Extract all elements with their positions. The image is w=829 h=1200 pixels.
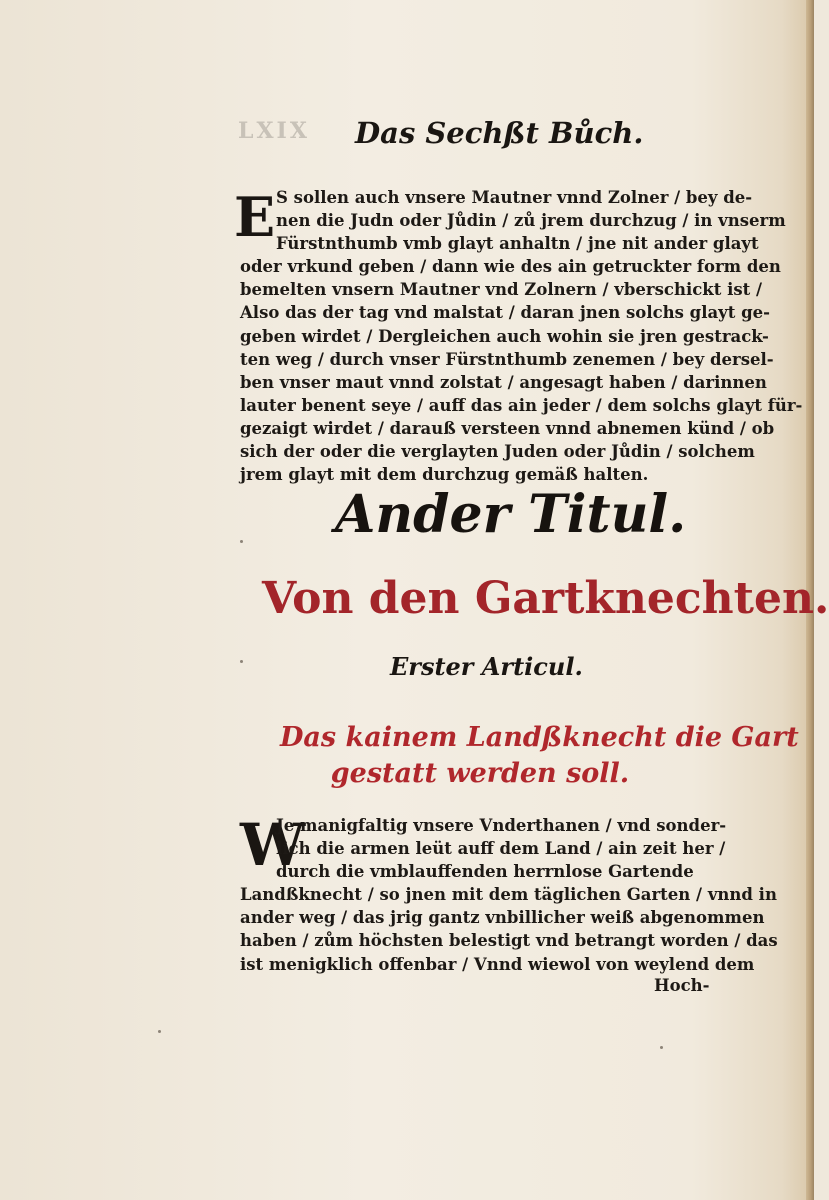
paper-speck [158, 1030, 161, 1033]
rubric-line: Das kainem Landßknecht die Gart [280, 722, 799, 753]
text-line: haben / zům höchsten belestigt vnd betrangt worden / das [240, 931, 778, 951]
running-head: Das Sechßt Bůch. [355, 116, 644, 150]
text-line: durch die vmblauffenden herrnlose Gartende [276, 862, 694, 882]
folio-number: LXIX [238, 118, 310, 144]
text-line: geben wirdet / Dergleichen auch wohin sie jren gestrack- [240, 326, 769, 346]
text-line: bemelten vnsern Mautner vnd Zolnern / vberschickt ist / [240, 280, 763, 300]
text-line: oder vrkund geben / dann wie des ain getruckter form den [240, 257, 781, 277]
paper-speck [660, 1046, 663, 1049]
text-line: lich die armen leüt auff dem Land / ain zeit her / [276, 839, 726, 859]
text-line: ist menigklich offenbar / Vnnd wiewol von weylend dem [240, 954, 755, 974]
paper-speck [240, 540, 243, 543]
paper-speck [240, 660, 243, 663]
text-line: Je manigfaltig vnsere Vnderthanen / vnd sonder- [276, 816, 727, 835]
section-title: Ander Titul. [335, 484, 687, 545]
text-line: gezaigt wirdet / darauß versteen vnnd abnemen künd / ob [240, 418, 775, 438]
decorated-initial-e: E [234, 185, 276, 249]
text-line: jrem glayt mit dem durchzug gemäß halten. [240, 465, 649, 485]
text-line: Also das der tag vnd malstat / daran jnen solchs glayt ge- [240, 303, 770, 323]
text-line: sich der oder die verglayten Juden oder Jůdin / solchem [240, 442, 755, 462]
rubric-line: gestatt werden soll. [330, 758, 630, 789]
text-line: Fürstnthumb vmb glayt anhaltn / jne nit ander glayt [276, 234, 759, 254]
text-line: ander weg / das jrig gantz vnbillicher weiß abgenommen [240, 908, 765, 928]
paragraph-glayt [240, 186, 803, 486]
catchword: Hoch- [654, 976, 710, 995]
text-line: Landßknecht / so jnen mit dem täglichen Garten / vnnd in [240, 885, 777, 905]
decorated-initial-w: W [240, 811, 306, 879]
paragraph-gartknechte [240, 811, 778, 976]
text-line: nen die Judn oder Jůdin / zů jrem durchzug / in vnserm [276, 211, 786, 231]
text-line: ten weg / durch vnser Fürstnthumb zenemen / bey dersel- [240, 349, 774, 369]
text-line: ben vnser maut vnnd zolstat / angesagt haben / darinnen [240, 372, 767, 392]
article-heading: Erster Articul. [390, 652, 583, 681]
text-line: S sollen auch vnsere Mautner vnnd Zolner / bey de- [276, 188, 753, 207]
section-subtitle-red: Von den Gartknechten. [262, 573, 829, 624]
text-line: lauter benent seye / auff das ain jeder / dem solchs glayt für- [240, 395, 803, 415]
